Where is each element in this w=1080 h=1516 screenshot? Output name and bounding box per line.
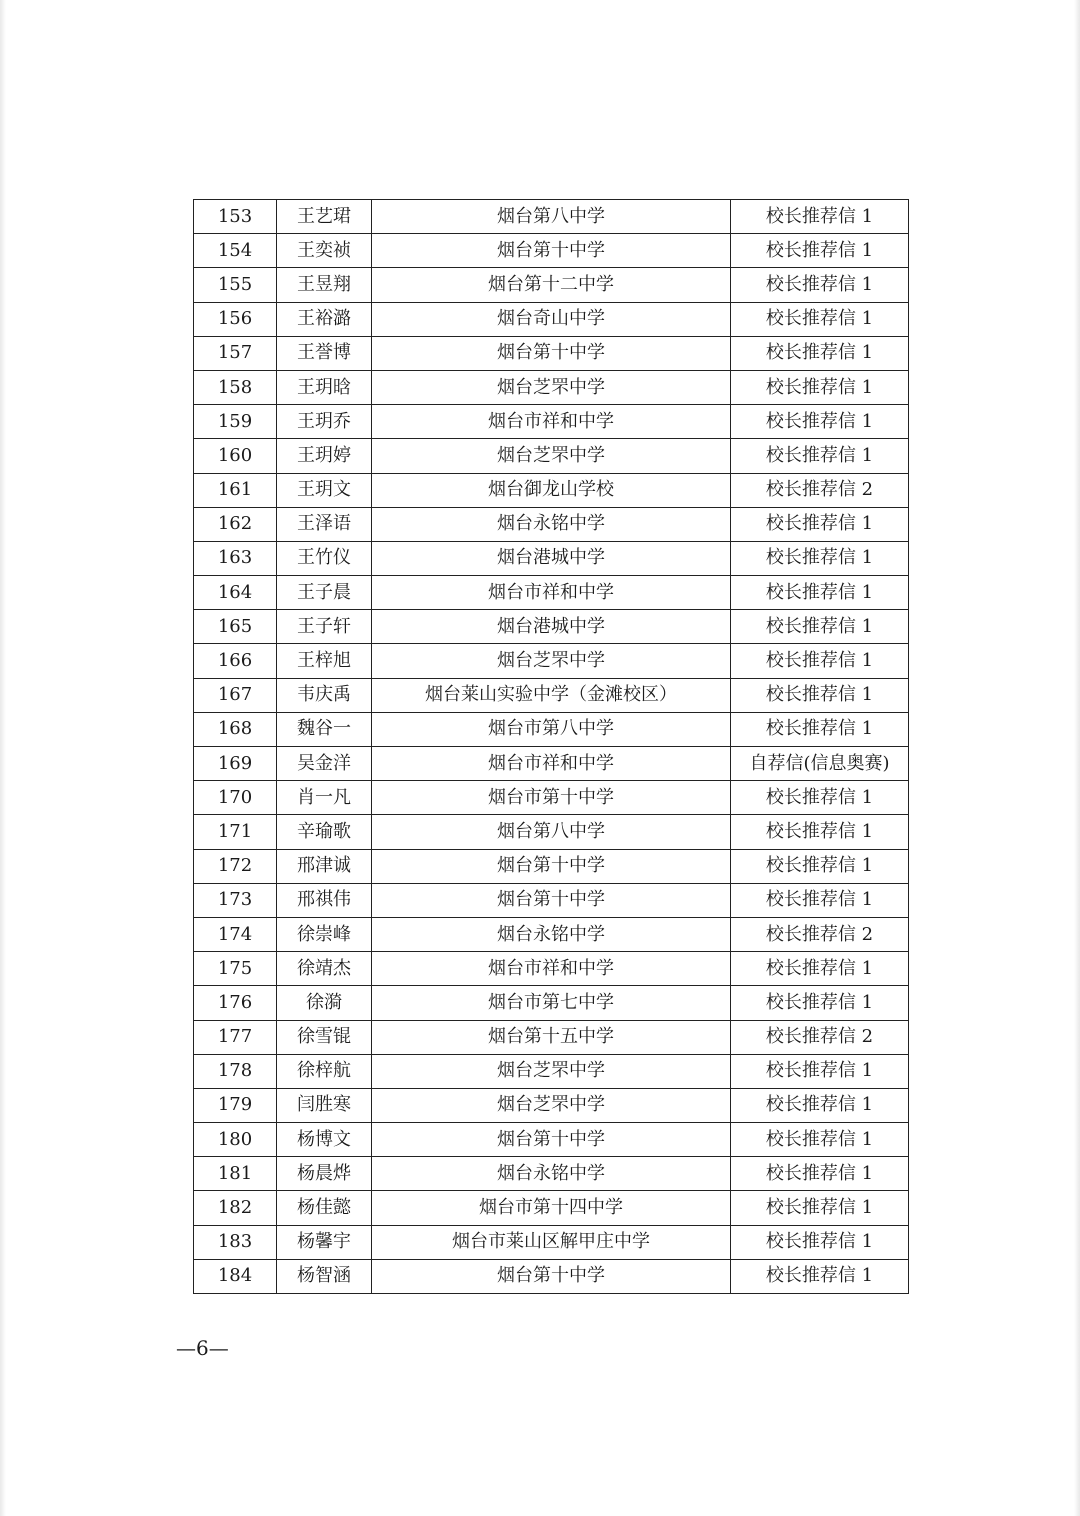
student-name: 王子晨: [277, 576, 372, 610]
student-name: 王誉博: [277, 336, 372, 370]
student-name: 徐雪锟: [277, 1020, 372, 1054]
school-name: 烟台市祥和中学: [372, 747, 731, 781]
table-row: [194, 644, 909, 678]
school-name: 烟台芝罘中学: [372, 1088, 731, 1122]
recommendation-type: 校长推荐信 1: [731, 712, 909, 746]
recommendation-type: 校长推荐信 1: [731, 610, 909, 644]
recommendation-type: 自荐信(信息奥赛): [731, 747, 909, 781]
student-name: 王玥婷: [277, 439, 372, 473]
recommendation-type: 校长推荐信 2: [731, 1020, 909, 1054]
student-name: 徐梓航: [277, 1054, 372, 1088]
recommendation-type: 校长推荐信 1: [731, 1088, 909, 1122]
recommendation-type: 校长推荐信 1: [731, 1054, 909, 1088]
student-name: 王玥晗: [277, 370, 372, 404]
student-name: 王梓旭: [277, 644, 372, 678]
table-row: [194, 1088, 909, 1122]
row-number: 169: [194, 747, 277, 781]
table-row: [194, 1020, 909, 1054]
recommendation-type: 校长推荐信 1: [731, 541, 909, 575]
school-name: 烟台奇山中学: [372, 302, 731, 336]
row-number: 178: [194, 1054, 277, 1088]
scan-edge-right: [1074, 0, 1080, 1516]
student-name: 王昱翔: [277, 268, 372, 302]
table-row: [194, 200, 909, 234]
school-name: 烟台御龙山学校: [372, 473, 731, 507]
school-name: 烟台第十中学: [372, 234, 731, 268]
student-name: 徐漪: [277, 986, 372, 1020]
table-row: [194, 1225, 909, 1259]
recommendation-type: 校长推荐信 1: [731, 302, 909, 336]
table-row: [194, 1123, 909, 1157]
recommendation-type: 校长推荐信 1: [731, 815, 909, 849]
school-name: 烟台莱山实验中学（金滩校区）: [372, 678, 731, 712]
recommendation-type: 校长推荐信 1: [731, 370, 909, 404]
school-name: 烟台永铭中学: [372, 507, 731, 541]
table-row: [194, 268, 909, 302]
row-number: 166: [194, 644, 277, 678]
student-name: 徐靖杰: [277, 952, 372, 986]
row-number: 180: [194, 1123, 277, 1157]
student-name: 徐崇峰: [277, 917, 372, 951]
row-number: 155: [194, 268, 277, 302]
table-row: [194, 439, 909, 473]
school-name: 烟台第十中学: [372, 849, 731, 883]
recommendation-type: 校长推荐信 1: [731, 439, 909, 473]
student-name: 杨晨烨: [277, 1157, 372, 1191]
row-number: 162: [194, 507, 277, 541]
row-number: 181: [194, 1157, 277, 1191]
table-row: [194, 712, 909, 746]
row-number: 177: [194, 1020, 277, 1054]
student-name: 王竹仪: [277, 541, 372, 575]
school-name: 烟台市祥和中学: [372, 952, 731, 986]
student-name: 王艺珺: [277, 200, 372, 234]
table-row: [194, 986, 909, 1020]
row-number: 168: [194, 712, 277, 746]
table-row: [194, 473, 909, 507]
table-row: [194, 234, 909, 268]
table-row: [194, 336, 909, 370]
roster-table-body: [194, 200, 909, 1294]
school-name: 烟台第十中学: [372, 336, 731, 370]
row-number: 158: [194, 370, 277, 404]
table-row: [194, 1054, 909, 1088]
school-name: 烟台港城中学: [372, 610, 731, 644]
school-name: 烟台市莱山区解甲庄中学: [372, 1225, 731, 1259]
row-number: 161: [194, 473, 277, 507]
table-row: [194, 952, 909, 986]
student-name: 王奕祯: [277, 234, 372, 268]
school-name: 烟台芝罘中学: [372, 1054, 731, 1088]
school-name: 烟台芝罘中学: [372, 370, 731, 404]
school-name: 烟台港城中学: [372, 541, 731, 575]
recommendation-type: 校长推荐信 1: [731, 644, 909, 678]
table-row: [194, 1191, 909, 1225]
recommendation-type: 校长推荐信 1: [731, 507, 909, 541]
table-row: [194, 917, 909, 951]
row-number: 173: [194, 883, 277, 917]
recommendation-type: 校长推荐信 1: [731, 234, 909, 268]
student-name: 肖一凡: [277, 781, 372, 815]
table-row: [194, 370, 909, 404]
student-name: 杨佳懿: [277, 1191, 372, 1225]
table-row: [194, 610, 909, 644]
row-number: 157: [194, 336, 277, 370]
school-name: 烟台芝罘中学: [372, 644, 731, 678]
row-number: 153: [194, 200, 277, 234]
recommendation-type: 校长推荐信 1: [731, 200, 909, 234]
table-row: [194, 849, 909, 883]
recommendation-type: 校长推荐信 1: [731, 678, 909, 712]
recommendation-type: 校长推荐信 1: [731, 405, 909, 439]
student-name: 王玥乔: [277, 405, 372, 439]
recommendation-type: 校长推荐信 1: [731, 952, 909, 986]
row-number: 164: [194, 576, 277, 610]
school-name: 烟台第十中学: [372, 883, 731, 917]
table-row: [194, 302, 909, 336]
student-name: 王子轩: [277, 610, 372, 644]
scan-edge-left: [0, 0, 6, 1516]
table-row: [194, 781, 909, 815]
row-number: 172: [194, 849, 277, 883]
student-name: 王玥文: [277, 473, 372, 507]
recommendation-type: 校长推荐信 1: [731, 883, 909, 917]
row-number: 167: [194, 678, 277, 712]
school-name: 烟台芝罘中学: [372, 439, 731, 473]
row-number: 159: [194, 405, 277, 439]
row-number: 154: [194, 234, 277, 268]
school-name: 烟台永铭中学: [372, 1157, 731, 1191]
table-row: [194, 576, 909, 610]
table-row: [194, 1157, 909, 1191]
row-number: 175: [194, 952, 277, 986]
table-row: [194, 1259, 909, 1293]
school-name: 烟台市第十中学: [372, 781, 731, 815]
row-number: 156: [194, 302, 277, 336]
row-number: 176: [194, 986, 277, 1020]
student-name: 王裕潞: [277, 302, 372, 336]
recommendation-type: 校长推荐信 1: [731, 781, 909, 815]
school-name: 烟台第十五中学: [372, 1020, 731, 1054]
school-name: 烟台第八中学: [372, 200, 731, 234]
page-number: —6—: [176, 1336, 229, 1360]
student-name: 杨馨宇: [277, 1225, 372, 1259]
school-name: 烟台市第十四中学: [372, 1191, 731, 1225]
row-number: 184: [194, 1259, 277, 1293]
recommendation-type: 校长推荐信 1: [731, 986, 909, 1020]
school-name: 烟台市第七中学: [372, 986, 731, 1020]
recommendation-type: 校长推荐信 1: [731, 1259, 909, 1293]
recommendation-type: 校长推荐信 1: [731, 1157, 909, 1191]
recommendation-type: 校长推荐信 1: [731, 336, 909, 370]
roster-table: [193, 199, 909, 1294]
table-row: [194, 507, 909, 541]
table-row: [194, 678, 909, 712]
recommendation-type: 校长推荐信 2: [731, 917, 909, 951]
student-name: 韦庆禹: [277, 678, 372, 712]
school-name: 烟台第十中学: [372, 1123, 731, 1157]
table-row: [194, 541, 909, 575]
row-number: 171: [194, 815, 277, 849]
school-name: 烟台市祥和中学: [372, 576, 731, 610]
student-name: 魏谷一: [277, 712, 372, 746]
recommendation-type: 校长推荐信 1: [731, 1225, 909, 1259]
row-number: 160: [194, 439, 277, 473]
student-name: 吴金洋: [277, 747, 372, 781]
student-name: 闫胜寒: [277, 1088, 372, 1122]
recommendation-type: 校长推荐信 1: [731, 1123, 909, 1157]
row-number: 179: [194, 1088, 277, 1122]
student-name: 辛瑜歌: [277, 815, 372, 849]
table-row: [194, 405, 909, 439]
school-name: 烟台第十中学: [372, 1259, 731, 1293]
school-name: 烟台永铭中学: [372, 917, 731, 951]
school-name: 烟台市第八中学: [372, 712, 731, 746]
recommendation-type: 校长推荐信 1: [731, 1191, 909, 1225]
student-name: 邢祺伟: [277, 883, 372, 917]
school-name: 烟台市祥和中学: [372, 405, 731, 439]
school-name: 烟台第十二中学: [372, 268, 731, 302]
table-row: [194, 747, 909, 781]
table-row: [194, 883, 909, 917]
student-name: 邢津诚: [277, 849, 372, 883]
row-number: 182: [194, 1191, 277, 1225]
row-number: 163: [194, 541, 277, 575]
row-number: 174: [194, 917, 277, 951]
row-number: 183: [194, 1225, 277, 1259]
student-name: 杨博文: [277, 1123, 372, 1157]
table-row: [194, 815, 909, 849]
recommendation-type: 校长推荐信 2: [731, 473, 909, 507]
row-number: 165: [194, 610, 277, 644]
recommendation-type: 校长推荐信 1: [731, 849, 909, 883]
recommendation-type: 校长推荐信 1: [731, 268, 909, 302]
student-name: 杨智涵: [277, 1259, 372, 1293]
student-name: 王泽语: [277, 507, 372, 541]
school-name: 烟台第八中学: [372, 815, 731, 849]
recommendation-type: 校长推荐信 1: [731, 576, 909, 610]
row-number: 170: [194, 781, 277, 815]
